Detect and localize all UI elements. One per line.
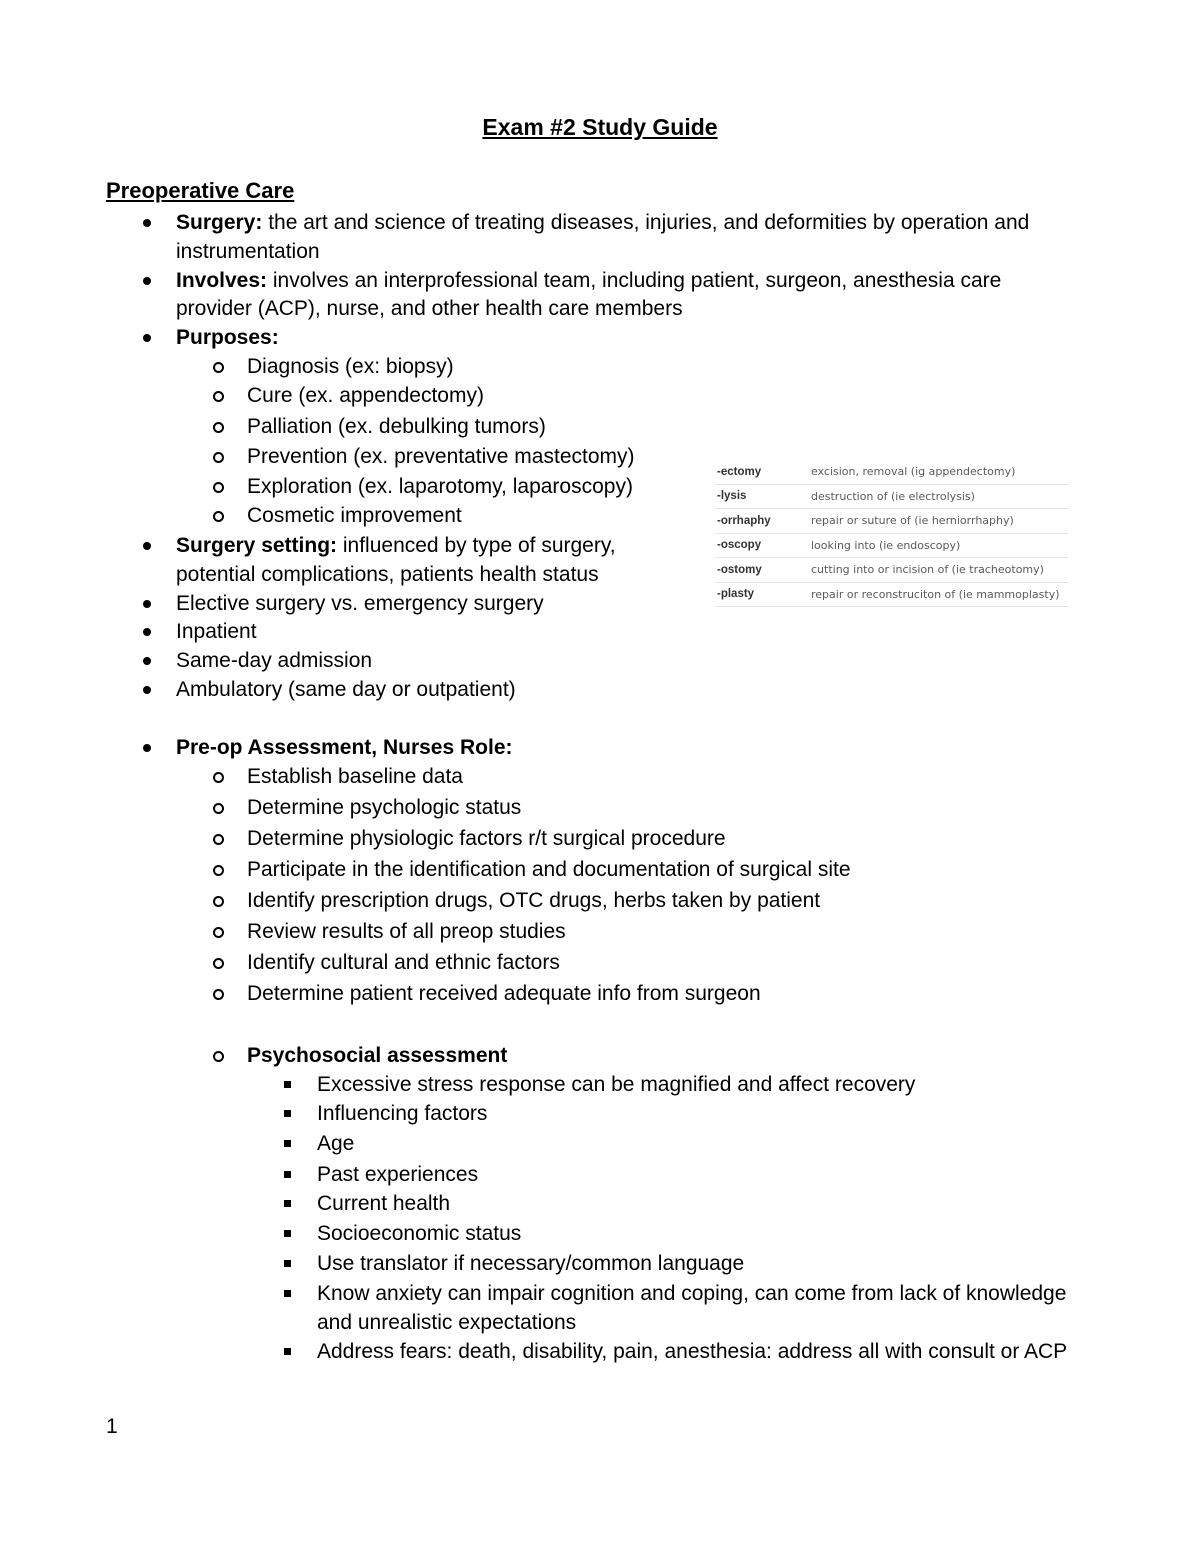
list-item — [317, 1129, 354, 1158]
suffix-term: -plasty — [715, 582, 811, 607]
disc-bullet-icon — [143, 600, 151, 608]
list-item-text: Determine psychologic status — [247, 796, 522, 819]
list-item — [176, 589, 544, 618]
circle-bullet-icon — [213, 391, 224, 402]
list-item — [176, 323, 279, 352]
suffix-term: -orrhaphy — [715, 509, 811, 534]
circle-bullet-icon — [213, 958, 224, 969]
list-item-text: Palliation (ex. debulking tumors) — [247, 415, 546, 438]
circle-bullet-icon — [213, 834, 224, 845]
list-item — [317, 1249, 744, 1278]
suffix-table — [715, 460, 1068, 607]
list-item — [247, 381, 484, 410]
list-item — [176, 617, 257, 646]
list-item — [176, 237, 320, 266]
circle-bullet-icon — [213, 1051, 224, 1062]
list-item — [176, 294, 683, 323]
list-item-label: Surgery: — [176, 211, 263, 234]
list-item — [247, 948, 560, 977]
square-bullet-icon — [284, 1348, 291, 1355]
square-bullet-icon — [284, 1290, 291, 1297]
table-row — [715, 484, 1068, 509]
list-item-text: Past experiences — [317, 1163, 479, 1186]
list-item-text: Cure (ex. appendectomy) — [247, 384, 484, 407]
circle-bullet-icon — [213, 422, 224, 433]
page-number: 1 — [106, 1415, 118, 1438]
disc-bullet-icon — [143, 334, 151, 342]
circle-bullet-icon — [213, 482, 224, 493]
list-item — [317, 1337, 1067, 1366]
circle-bullet-icon — [213, 896, 224, 907]
list-item-text: Establish baseline data — [247, 765, 463, 788]
list-item-text: and unrealistic expectations — [317, 1311, 577, 1334]
list-item-label: Purposes: — [176, 326, 279, 349]
suffix-term: -lysis — [715, 484, 811, 509]
list-item-text: Exploration (ex. laparotomy, laparoscopy) — [247, 475, 633, 498]
circle-bullet-icon — [213, 452, 224, 463]
list-item-text: the art and science of treating diseases, injuries, and deformities by operation and — [262, 211, 1030, 234]
square-bullet-icon — [284, 1140, 291, 1147]
table-row — [715, 460, 1068, 484]
disc-bullet-icon — [143, 277, 151, 285]
list-item-text: Current health — [317, 1192, 451, 1215]
section-heading: Preoperative Care — [106, 178, 295, 203]
list-item — [247, 352, 454, 381]
list-item-text: influenced by type of surgery, — [337, 534, 616, 557]
disc-bullet-icon — [143, 628, 151, 636]
suffix-definition: repair or suture of (ie herniorrhaphy) — [811, 509, 1068, 534]
list-item — [247, 472, 633, 501]
list-item — [317, 1099, 487, 1128]
list-item-text: Same-day admission — [176, 649, 373, 672]
list-item-text: Socioeconomic status — [317, 1222, 522, 1245]
suffix-term: -oscopy — [715, 533, 811, 558]
list-item-text: Excessive stress response can be magnified and affect recovery — [317, 1073, 916, 1096]
list-item — [247, 442, 635, 471]
list-item — [247, 886, 820, 915]
list-item-text: Elective surgery vs. emergency surgery — [176, 592, 544, 615]
list-item — [176, 646, 372, 675]
suffix-term: -ostomy — [715, 558, 811, 583]
suffix-definition: cutting into or incision of (ie tracheotomy) — [811, 558, 1068, 583]
table-row — [715, 533, 1068, 558]
square-bullet-icon — [284, 1171, 291, 1178]
disc-bullet-icon — [143, 686, 151, 694]
list-item — [247, 917, 566, 946]
document-title: Exam #2 Study Guide — [482, 114, 718, 140]
list-item-text: Determine patient received adequate info from surgeon — [247, 982, 761, 1005]
list-item — [247, 824, 726, 853]
list-item — [317, 1070, 915, 1099]
list-item — [176, 733, 513, 762]
table-row — [715, 582, 1068, 607]
list-item — [317, 1308, 576, 1337]
list-item — [247, 762, 463, 791]
suffix-term: -ectomy — [715, 460, 811, 484]
circle-bullet-icon — [213, 927, 224, 938]
list-item-text: Identify prescription drugs, OTC drugs, herbs taken by patient — [247, 889, 821, 912]
list-item-text: Participate in the identification and documentation of surgical site — [247, 858, 851, 881]
suffix-definition: repair or reconstruciton of (ie mammoplasty) — [811, 582, 1068, 607]
list-item-text: Diagnosis (ex: biopsy) — [247, 355, 454, 378]
circle-bullet-icon — [213, 362, 224, 373]
list-item-text: Ambulatory (same day or outpatient) — [176, 678, 516, 701]
circle-bullet-icon — [213, 511, 224, 522]
list-item — [176, 560, 599, 589]
list-item — [317, 1279, 1066, 1308]
square-bullet-icon — [284, 1081, 291, 1088]
list-item — [317, 1189, 450, 1218]
list-item — [176, 675, 516, 704]
list-item-text: Identify cultural and ethnic factors — [247, 951, 560, 974]
square-bullet-icon — [284, 1110, 291, 1117]
list-item — [247, 501, 462, 530]
list-item-label: Surgery setting: — [176, 534, 338, 557]
list-item-label: Involves: — [176, 269, 268, 292]
list-item — [247, 855, 851, 884]
list-item-label: Pre-op Assessment, Nurses Role: — [176, 736, 513, 759]
disc-bullet-icon — [143, 542, 151, 550]
table-row — [715, 509, 1068, 534]
list-item-text: Influencing factors — [317, 1102, 488, 1125]
list-item-text: Determine physiologic factors r/t surgical procedure — [247, 827, 726, 850]
list-item — [247, 1041, 507, 1070]
list-item-text: Cosmetic improvement — [247, 504, 462, 527]
square-bullet-icon — [284, 1260, 291, 1267]
list-item — [176, 531, 616, 560]
list-item-text: Address fears: death, disability, pain, anesthesia: address all with consult or ACP — [317, 1340, 1068, 1363]
suffix-definition: destruction of (ie electrolysis) — [811, 484, 1068, 509]
square-bullet-icon — [284, 1230, 291, 1237]
square-bullet-icon — [284, 1200, 291, 1207]
list-item-text: instrumentation — [176, 240, 320, 263]
list-item-label: Psychosocial assessment — [247, 1044, 508, 1067]
list-item-text: Know anxiety can impair cognition and coping, can come from lack of knowledge — [317, 1282, 1067, 1305]
list-item-text: potential complications, patients health status — [176, 563, 599, 586]
list-item — [247, 979, 761, 1008]
circle-bullet-icon — [213, 865, 224, 876]
list-item — [317, 1160, 478, 1189]
list-item — [247, 793, 521, 822]
disc-bullet-icon — [143, 657, 151, 665]
table-row — [715, 558, 1068, 583]
list-item-text: Prevention (ex. preventative mastectomy) — [247, 445, 635, 468]
list-item-text: Use translator if necessary/common language — [317, 1252, 745, 1275]
circle-bullet-icon — [213, 772, 224, 783]
suffix-definition: looking into (ie endoscopy) — [811, 533, 1068, 558]
disc-bullet-icon — [143, 219, 151, 227]
circle-bullet-icon — [213, 989, 224, 1000]
disc-bullet-icon — [143, 744, 151, 752]
list-item-text: Inpatient — [176, 620, 257, 643]
list-item-text: involves an interprofessional team, including patient, surgeon, anesthesia care — [267, 269, 1002, 292]
circle-bullet-icon — [213, 803, 224, 814]
list-item — [247, 412, 546, 441]
list-item-text: Age — [317, 1132, 355, 1155]
list-item — [317, 1219, 521, 1248]
list-item — [176, 208, 1029, 237]
list-item — [176, 266, 1001, 295]
list-item-text: provider (ACP), nurse, and other health care members — [176, 297, 683, 320]
list-item-text: Review results of all preop studies — [247, 920, 566, 943]
suffix-definition: excision, removal (ig appendectomy) — [811, 460, 1068, 484]
